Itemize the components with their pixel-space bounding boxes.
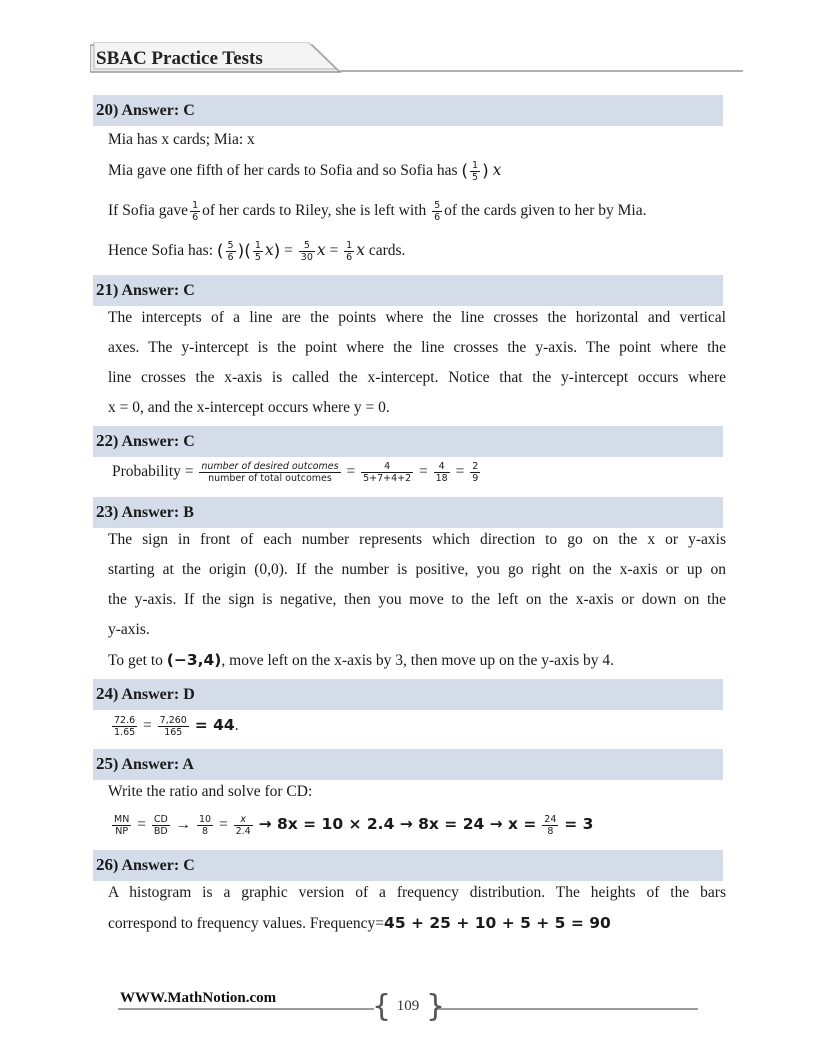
q26-line-2a: correspond to frequency values. Frequency= <box>108 915 385 932</box>
q20-line-4b: cards. <box>368 242 406 260</box>
question-number: 20 <box>96 100 113 119</box>
answer-bar-20 <box>93 95 723 126</box>
header-rule <box>340 70 743 72</box>
q20-line-4: Hence Sofia has: ( $\frac{5}{6}$ )( $\frac{1}{5}$ x) = $\frac{5}{30}$ x = $\frac{1}{6}$ x cards. <box>108 240 406 263</box>
q23-line-2: starting at the origin (0,0). If the number is positive, you go right on the x-axis or up on <box>108 561 726 578</box>
q21-line-2: axes. The y-intercept is the point where the line crosses the y-axis. The point where the <box>108 339 726 356</box>
footer-website: WWW.MathNotion.com <box>120 990 277 1006</box>
answer-label: ) Answer: B <box>113 504 194 521</box>
question-number: 24 <box>96 684 113 703</box>
point-coordinates: (−3,4) <box>166 651 222 669</box>
q25-line-1: Write the ratio and solve for CD: <box>108 783 313 800</box>
q21-line-4: x = 0, and the x-intercept occurs where y = 0. <box>108 399 390 416</box>
answer-bar-21 <box>93 275 723 306</box>
answer-label: ) Answer: C <box>113 433 195 450</box>
question-number: 21 <box>96 280 113 299</box>
probability-label: Probability = <box>112 463 194 481</box>
header-tab <box>90 42 340 72</box>
q20-line-1: Mia has x cards; Mia: x <box>108 131 255 148</box>
answer-bar-26 <box>93 850 723 881</box>
q21-line-3: line crosses the x-axis is called the x-intercept. Notice that the y-intercept occurs where <box>108 369 726 386</box>
q20-line-4a: Hence Sofia has: <box>108 242 214 260</box>
q21-line-1: The intercepts of a line are the points where the line crosses the horizontal and vertical <box>108 309 726 326</box>
page-number: 109 <box>396 998 420 1014</box>
question-number: 26 <box>96 855 113 874</box>
answer-bar-23 <box>93 497 723 528</box>
question-number: 22 <box>96 431 113 450</box>
q23-line-1: The sign in front of each number represents which direction to go on the x or y-axis <box>108 531 726 548</box>
q25-equation: $\frac{MN}{NP}$ = $\frac{CD}{BD}$ → $\frac{10}{8}$ = $\frac{x}{2.4}$ → 8x = 10 × 2.4 → 8x = 24 → x = $\frac{24}{8}$ = 3 <box>114 814 594 837</box>
q26-line-2 <box>108 913 611 934</box>
q23-line-5c: , move left on the x-axis by 3, then move up on the y-axis by 4. <box>221 652 614 669</box>
q24-result: = 44 <box>194 716 235 735</box>
answer-label: ) Answer: A <box>113 756 194 773</box>
answer-label: ) Answer: D <box>113 686 195 703</box>
question-number: 23 <box>96 502 113 521</box>
fraction: $\frac{5}{6}$ <box>434 200 441 223</box>
fraction: $\frac{7,260}{165}$ <box>159 715 187 738</box>
fraction: $\frac{1}{6}$ <box>192 200 199 223</box>
answer-bar-22 <box>93 426 723 457</box>
q23-line-5 <box>108 650 614 671</box>
q22-probability: Probability = $\frac{\text{number of desired outcomes}}{\text{number of total outcomes}}$ = $\frac{4}{5+7+4+2}$ = $\frac{4}{18}$ = $\frac{2}{9}$ <box>112 461 479 484</box>
fraction: $\frac{72.6}{1.65}$ <box>114 715 136 738</box>
header-title: SBAC Practice Tests <box>96 48 263 69</box>
q23-line-4: y-axis. <box>108 621 150 638</box>
q24-end: . <box>234 717 239 735</box>
answer-bar-25 <box>93 749 723 780</box>
left-brace-icon: { <box>372 989 392 1024</box>
q20-line-2: Mia gave one fifth of her cards to Sofia and so Sofia has ( $\frac{1}{5}$ ) x <box>108 160 502 183</box>
answer-label: ) Answer: C <box>113 102 195 119</box>
answer-label: ) Answer: C <box>113 857 195 874</box>
frequency-sum: 45 + 25 + 10 + 5 + 5 = 90 <box>384 914 611 932</box>
fraction: $\frac{1}{5}$ <box>472 160 479 183</box>
q24-equation: $\frac{72.6}{1.65}$ = $\frac{7,260}{165}$ = 44. <box>114 715 239 738</box>
q23-line-3: the y-axis. If the sign is negative, then you move to the left on the x-axis or down on the <box>108 591 726 608</box>
right-brace-icon: } <box>426 989 446 1024</box>
answer-bar-24 <box>93 679 723 710</box>
q26-line-1: A histogram is a graphic version of a frequency distribution. The heights of the bars <box>108 884 726 901</box>
q25-result: = 3 <box>564 815 594 834</box>
question-number: 25 <box>96 754 113 773</box>
q20-line-3a: If Sofia gave <box>108 202 189 220</box>
q20-line-3 <box>108 200 646 223</box>
fraction: $\frac{\text{number of desired outcomes}}{\text{number of total outcomes}}$ <box>201 461 339 484</box>
q20-line-3b: of her cards to Riley, she is left with <box>202 202 427 220</box>
q20-line-3c: of the cards given to her by Mia. <box>444 202 647 220</box>
q25-steps: → 8x = 10 × 2.4 → 8x = 24 → x = <box>258 815 537 834</box>
answer-label: ) Answer: C <box>113 282 195 299</box>
q23-line-5a: To get to <box>108 652 163 669</box>
q20-line-2-text: Mia gave one fifth of her cards to Sofia and so Sofia has <box>108 162 458 180</box>
